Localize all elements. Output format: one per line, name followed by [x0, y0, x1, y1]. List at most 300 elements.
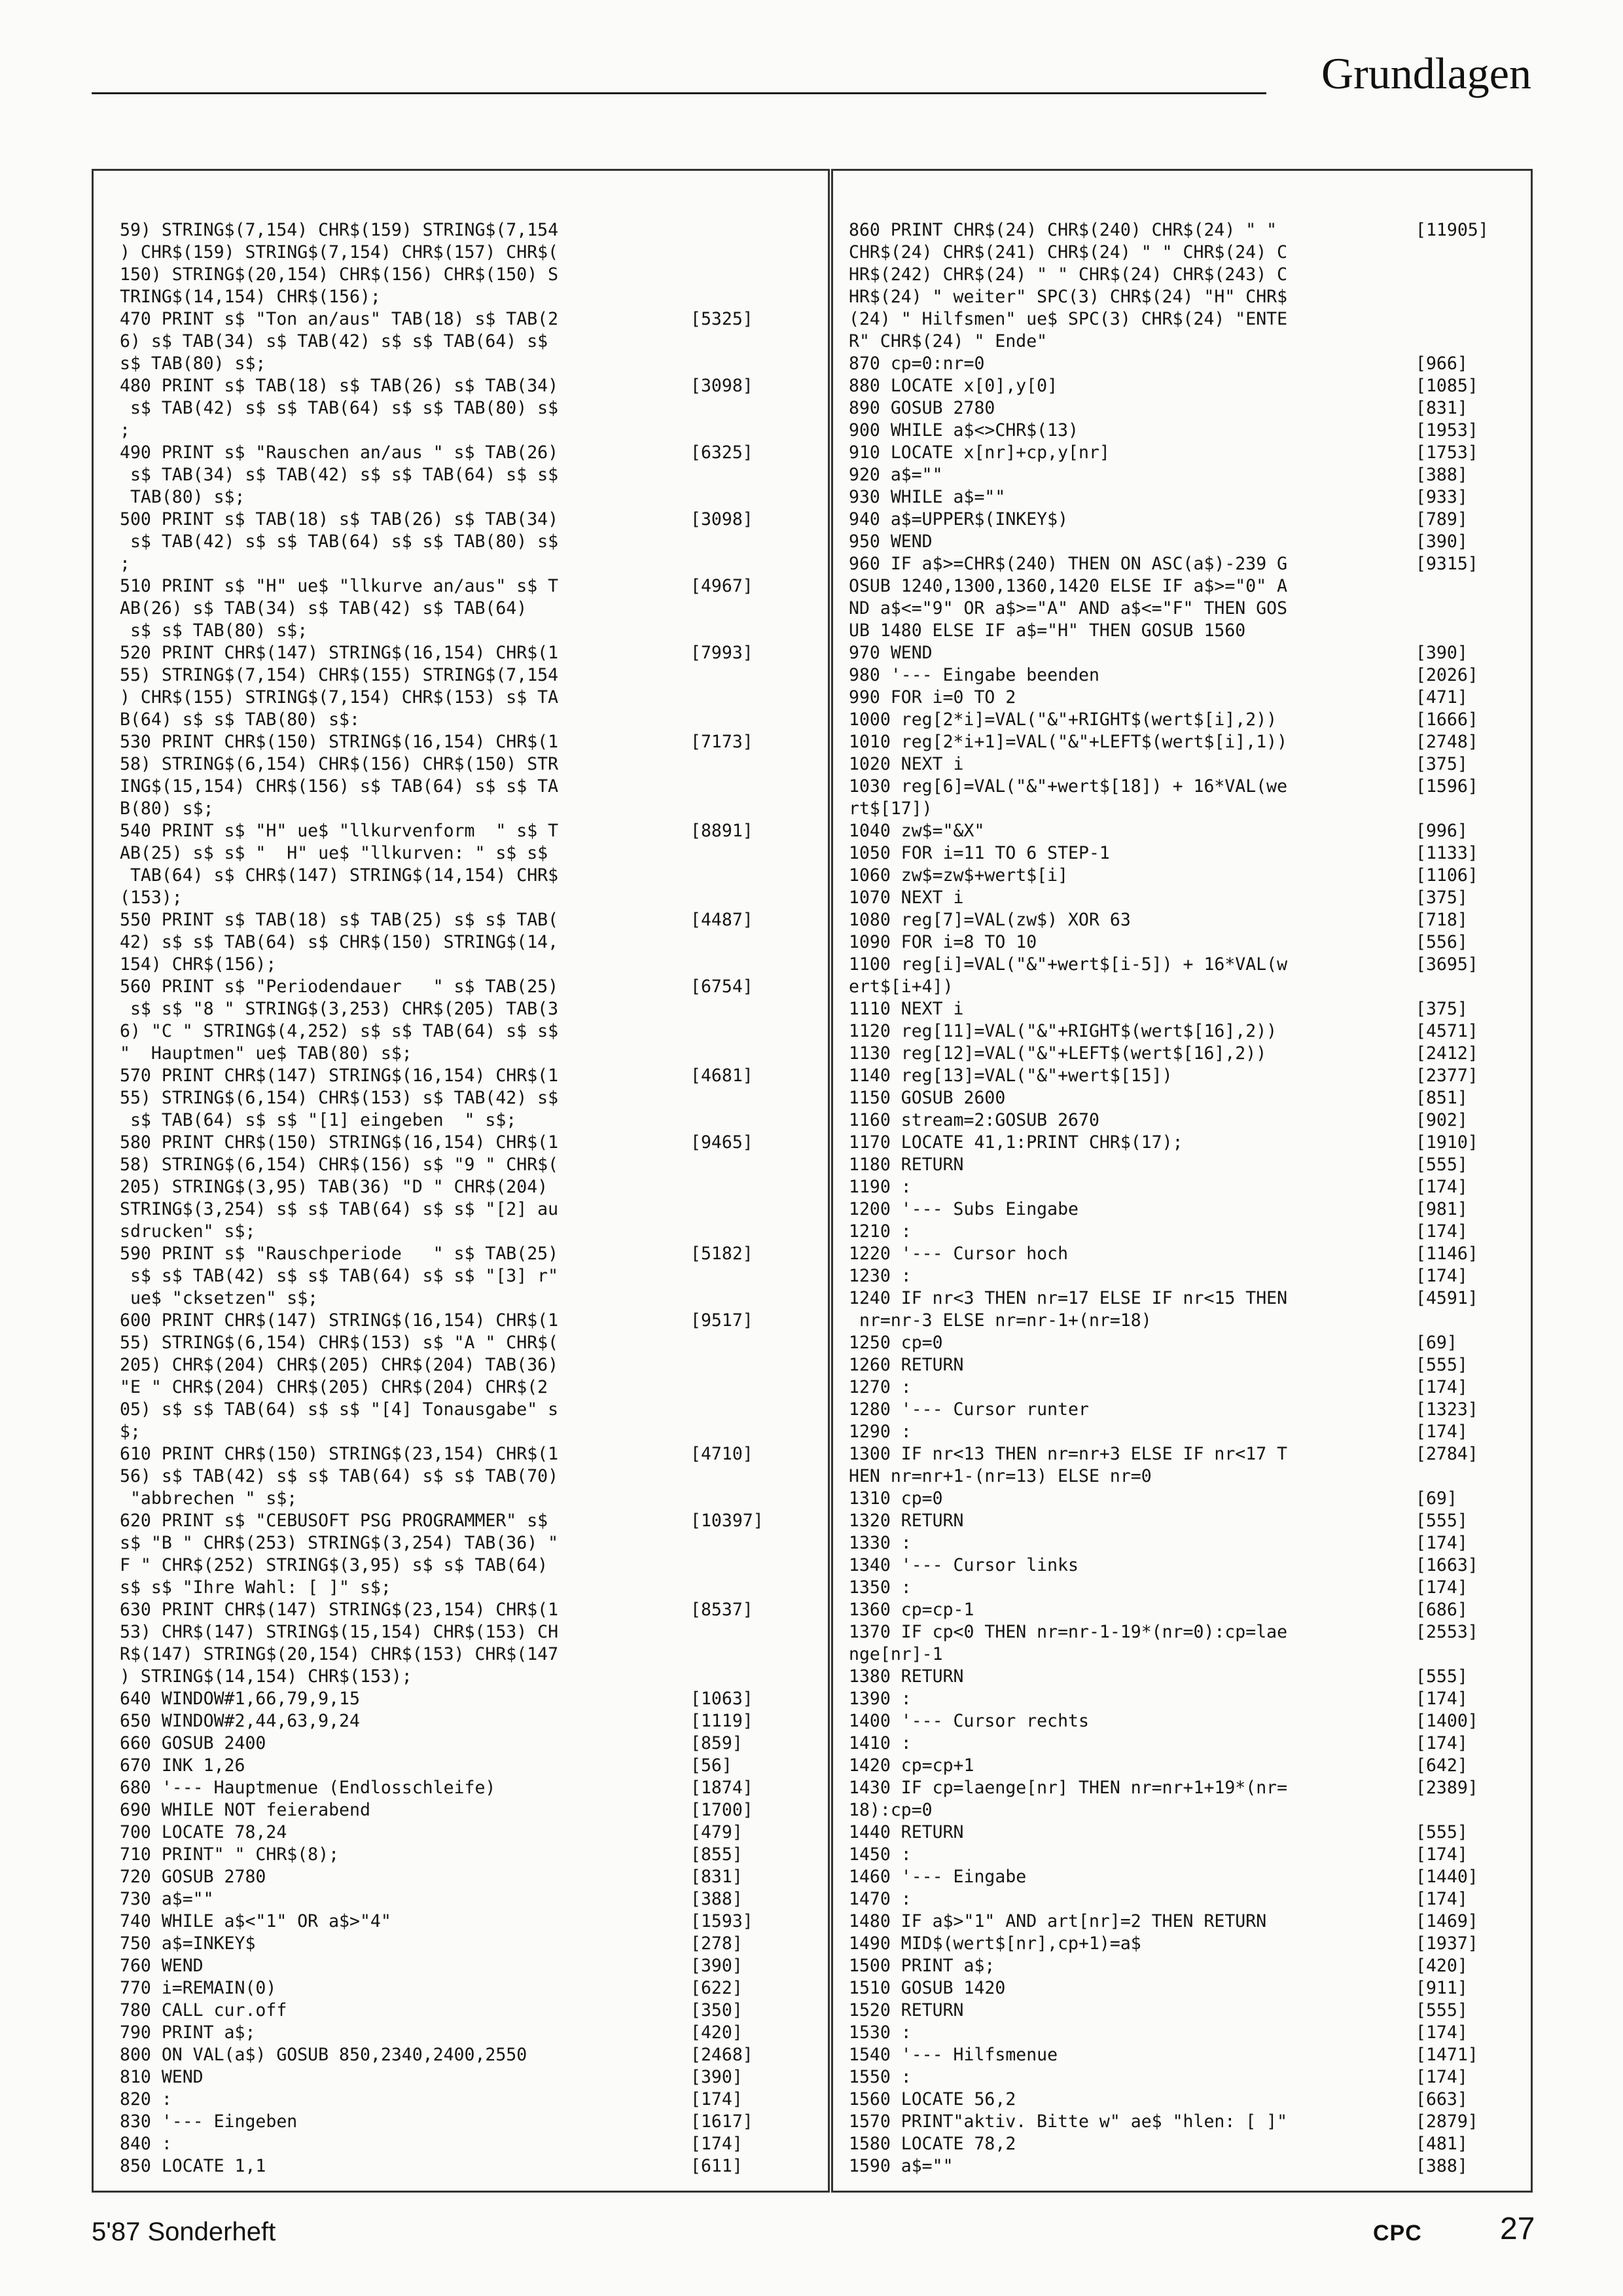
code-line	[833, 842, 1531, 865]
checksum: [1471]	[1416, 2045, 1478, 2065]
code-line	[94, 820, 828, 842]
code-text: 205) STRING$(3,95) TAB(36) "D " CHR$(204)	[120, 1177, 548, 1197]
checksum: [7993]	[690, 643, 753, 663]
checksum: [996]	[1416, 821, 1468, 841]
code-line	[833, 798, 1531, 820]
code-text: "E " CHR$(204) CHR$(205) CHR$(204) CHR$(2	[120, 1377, 548, 1397]
code-text: 1270 :	[849, 1377, 912, 1397]
code-text: 1040 zw$="&X"	[849, 821, 985, 841]
checksum: [6325]	[690, 442, 753, 463]
code-text: 1190 :	[849, 1177, 912, 1197]
checksum: [390]	[690, 1956, 743, 1976]
code-line	[833, 1510, 1531, 1532]
checksum: [479]	[690, 1822, 743, 1842]
checksum: [933]	[1416, 487, 1468, 507]
code-line	[833, 1888, 1531, 1910]
code-text: 840 :	[120, 2134, 172, 2154]
checksum: [1666]	[1416, 709, 1478, 730]
code-line	[833, 1020, 1531, 1043]
code-text: 750 a$=INKEY$	[120, 1933, 256, 1954]
code-text: STRING$(3,254) s$ s$ TAB(64) s$ s$ "[2] au	[120, 1199, 559, 1219]
code-line	[94, 1554, 828, 1577]
code-text: UB 1480 ELSE IF a$="H" THEN GOSUB 1560	[849, 620, 1246, 641]
checksum: [1753]	[1416, 442, 1478, 463]
footer-brand-logo: CPC	[1373, 2221, 1422, 2246]
code-line	[833, 575, 1531, 598]
code-text: 880 LOCATE x[0],y[0]	[849, 376, 1058, 396]
checksum: [2784]	[1416, 1444, 1478, 1464]
checksum: [278]	[690, 1933, 743, 1954]
code-text: ue$ "cksetzen" s$;	[120, 1288, 319, 1308]
checksum: [855]	[690, 1844, 743, 1865]
code-text: ) STRING$(14,154) CHR$(153);	[120, 1666, 412, 1687]
code-text: 930 WHILE a$=""	[849, 487, 1006, 507]
code-text: 1000 reg[2*i]=VAL("&"+RIGHT$(wert$[i],2))	[849, 709, 1277, 730]
checksum: [2026]	[1416, 665, 1478, 685]
code-line	[833, 1132, 1531, 1154]
code-line	[833, 598, 1531, 620]
code-text: 59) STRING$(7,154) CHR$(159) STRING$(7,154	[120, 220, 559, 240]
code-line	[94, 1176, 828, 1198]
code-text: sdrucken" s$;	[120, 1221, 256, 1242]
code-line	[833, 242, 1531, 264]
checksum: [174]	[1416, 1533, 1468, 1553]
code-line	[94, 1532, 828, 1554]
code-line	[94, 2155, 828, 2178]
code-text: 6) s$ TAB(34) s$ TAB(42) s$ s$ TAB(64) s$	[120, 331, 548, 351]
code-line	[833, 331, 1531, 353]
checksum: [3098]	[690, 376, 753, 396]
checksum: [390]	[690, 2067, 743, 2087]
code-text: 680 '--- Hauptmenue (Endlosschleife)	[120, 1778, 496, 1798]
code-text: 56) s$ TAB(42) s$ s$ TAB(64) s$ s$ TAB(70)	[120, 1466, 559, 1486]
code-line	[94, 1020, 828, 1043]
code-line	[94, 998, 828, 1020]
code-text: 150) STRING$(20,154) CHR$(156) CHR$(150) S	[120, 264, 559, 285]
code-line	[94, 1577, 828, 1599]
code-line	[94, 331, 828, 353]
code-line	[833, 2133, 1531, 2155]
code-text: 154) CHR$(156);	[120, 954, 277, 975]
code-line	[833, 1532, 1531, 1554]
code-line	[94, 2000, 828, 2022]
code-text: 1350 :	[849, 1577, 912, 1598]
code-line	[833, 931, 1531, 954]
code-line	[833, 264, 1531, 286]
checksum: [2468]	[690, 2045, 753, 2065]
code-line	[94, 1821, 828, 1844]
code-text: B(80) s$;	[120, 798, 214, 819]
code-text: 500 PRINT s$ TAB(18) s$ TAB(26) s$ TAB(34)	[120, 509, 559, 529]
checksum: [5325]	[690, 309, 753, 329]
checksum: [8537]	[690, 1600, 753, 1620]
code-text: 1290 :	[849, 1422, 912, 1442]
checksum: [831]	[1416, 398, 1468, 418]
code-line	[94, 1910, 828, 1933]
code-text: R" CHR$(24) " Ende"	[849, 331, 1048, 351]
checksum: [4571]	[1416, 1021, 1478, 1041]
checksum: [6754]	[690, 977, 753, 997]
code-text: 05) s$ s$ TAB(64) s$ s$ "[4] Tonausgabe" s	[120, 1399, 559, 1420]
code-line	[94, 620, 828, 642]
code-line	[833, 1243, 1531, 1265]
checksum: [2748]	[1416, 732, 1478, 752]
code-text: 550 PRINT s$ TAB(18) s$ TAB(25) s$ s$ TAB(	[120, 910, 559, 930]
code-text: ) CHR$(155) STRING$(7,154) CHR$(153) s$ TA	[120, 687, 559, 708]
code-line	[833, 1087, 1531, 1109]
code-text: 490 PRINT s$ "Rauschen an/aus " s$ TAB(26)	[120, 442, 559, 463]
code-text: 1250 cp=0	[849, 1333, 943, 1353]
checksum: [555]	[1416, 1666, 1468, 1687]
checksum: [2879]	[1416, 2111, 1478, 2132]
code-line	[833, 1688, 1531, 1710]
code-line	[833, 887, 1531, 909]
code-text: 1420 cp=cp+1	[849, 1755, 974, 1776]
code-line	[94, 1243, 828, 1265]
code-text: 1230 :	[849, 1266, 912, 1286]
code-line	[94, 1287, 828, 1310]
code-text: 820 :	[120, 2089, 172, 2109]
code-text: 1400 '--- Cursor rechts	[849, 1711, 1089, 1731]
checksum: [174]	[1416, 1177, 1468, 1197]
checksum: [1085]	[1416, 376, 1478, 396]
code-text: 1580 LOCATE 78,2	[849, 2134, 1016, 2154]
code-line	[94, 1666, 828, 1688]
code-text: B(64) s$ s$ TAB(80) s$:	[120, 709, 360, 730]
code-text: 530 PRINT CHR$(150) STRING$(16,154) CHR$(1	[120, 732, 559, 752]
code-text: 1280 '--- Cursor runter	[849, 1399, 1089, 1420]
code-text: F " CHR$(252) STRING$(3,95) s$ s$ TAB(64)	[120, 1555, 548, 1575]
code-line	[833, 1910, 1531, 1933]
code-text: 510 PRINT s$ "H" ue$ "llkurve an/aus" s$ T	[120, 576, 559, 596]
code-line	[94, 1599, 828, 1621]
code-line	[833, 1666, 1531, 1688]
code-line	[94, 286, 828, 308]
code-line	[94, 776, 828, 798]
checksum: [555]	[1416, 2000, 1468, 2020]
code-text: nr=nr-3 ELSE nr=nr-1+(nr=18)	[849, 1310, 1152, 1331]
checksum: [1700]	[690, 1800, 753, 1820]
code-line	[833, 2000, 1531, 2022]
code-line	[833, 731, 1531, 753]
checksum: [2377]	[1416, 1066, 1478, 1086]
checksum: [8891]	[690, 821, 753, 841]
code-line	[94, 865, 828, 887]
code-line	[94, 1799, 828, 1821]
code-line	[833, 709, 1531, 731]
code-line	[94, 353, 828, 375]
code-line	[94, 731, 828, 753]
code-line	[94, 2044, 828, 2066]
checksum: [5182]	[690, 1244, 753, 1264]
code-line	[94, 1621, 828, 1643]
code-text: 790 PRINT a$;	[120, 2022, 256, 2043]
code-text: (24) " Hilfsmen" ue$ SPC(3) CHR$(24) "ENTE	[849, 309, 1288, 329]
checksum: [555]	[1416, 1822, 1468, 1842]
checksum: [622]	[690, 1978, 743, 1998]
code-line	[833, 1599, 1531, 1621]
code-line	[833, 1844, 1531, 1866]
code-text: 1120 reg[11]=VAL("&"+RIGHT$(wert$[16],2))	[849, 1021, 1277, 1041]
code-text: 1490 MID$(wert$[nr],cp+1)=a$	[849, 1933, 1141, 1954]
code-text: 980 '--- Eingabe beenden	[849, 665, 1099, 685]
code-line	[94, 2022, 828, 2044]
code-line	[833, 976, 1531, 998]
code-line	[94, 486, 828, 509]
code-text: 1530 :	[849, 2022, 912, 2043]
code-line	[833, 1065, 1531, 1087]
code-line	[833, 420, 1531, 442]
checksum: [481]	[1416, 2134, 1468, 2154]
code-line	[833, 1198, 1531, 1221]
code-text: 1070 NEXT i	[849, 888, 964, 908]
code-line	[833, 664, 1531, 687]
code-line	[833, 553, 1531, 575]
checksum: [1469]	[1416, 1911, 1478, 1931]
code-text: 600 PRINT CHR$(147) STRING$(16,154) CHR$(1	[120, 1310, 559, 1331]
code-text: 1500 PRINT a$;	[849, 1956, 995, 1976]
checksum: [174]	[690, 2134, 743, 2154]
checksum: [390]	[1416, 643, 1468, 663]
checksum: [388]	[1416, 465, 1468, 485]
code-line	[94, 709, 828, 731]
code-line	[833, 998, 1531, 1020]
code-line	[94, 954, 828, 976]
code-text: 770 i=REMAIN(0)	[120, 1978, 277, 1998]
code-line	[94, 531, 828, 553]
code-text: HEN nr=nr+1-(nr=13) ELSE nr=0	[849, 1466, 1152, 1486]
checksum: [1663]	[1416, 1555, 1478, 1575]
code-line	[94, 687, 828, 709]
code-text: 1140 reg[13]=VAL("&"+wert$[15])	[849, 1066, 1173, 1086]
code-text: 570 PRINT CHR$(147) STRING$(16,154) CHR$(1	[120, 1066, 559, 1086]
checksum: [174]	[1416, 1689, 1468, 1709]
code-line	[833, 219, 1531, 242]
checksum: [174]	[1416, 2022, 1468, 2043]
code-line	[94, 664, 828, 687]
code-line	[833, 753, 1531, 776]
checksum: [174]	[1416, 1733, 1468, 1753]
code-line	[833, 820, 1531, 842]
code-line	[94, 1732, 828, 1755]
code-text: s$ s$ "8 " STRING$(3,253) CHR$(205) TAB(3	[120, 999, 559, 1019]
code-line	[833, 1465, 1531, 1488]
code-text: 960 IF a$>=CHR$(240) THEN ON ASC(a$)-239 G	[849, 554, 1288, 574]
checksum: [1953]	[1416, 420, 1478, 440]
checksum: [375]	[1416, 754, 1468, 774]
checksum: [4487]	[690, 910, 753, 930]
code-text: 1080 reg[7]=VAL(zw$) XOR 63	[849, 910, 1131, 930]
code-text: s$ s$ TAB(80) s$;	[120, 620, 308, 641]
code-text: s$ s$ TAB(42) s$ s$ TAB(64) s$ s$ "[3] r"	[120, 1266, 559, 1286]
code-text: CHR$(24) CHR$(241) CHR$(24) " " CHR$(24) C	[849, 242, 1288, 262]
code-text: 560 PRINT s$ "Periodendauer " s$ TAB(25)	[120, 977, 559, 997]
checksum: [9465]	[690, 1132, 753, 1153]
code-line	[94, 1844, 828, 1866]
checksum: [1874]	[690, 1778, 753, 1798]
code-text: 640 WINDOW#1,66,79,9,15	[120, 1689, 360, 1709]
code-line	[94, 242, 828, 264]
code-line	[833, 1376, 1531, 1399]
checksum: [686]	[1416, 1600, 1468, 1620]
code-line	[94, 1198, 828, 1221]
code-text: 1090 FOR i=8 TO 10	[849, 932, 1037, 952]
checksum: [11905]	[1416, 220, 1489, 240]
code-text: 1520 RETURN	[849, 2000, 964, 2020]
checksum: [1133]	[1416, 843, 1478, 863]
code-line	[833, 1732, 1531, 1755]
code-line	[94, 1710, 828, 1732]
code-text: 1300 IF nr<13 THEN nr=nr+3 ELSE IF nr<17 T	[849, 1444, 1288, 1464]
code-line	[833, 1332, 1531, 1354]
code-line	[833, 397, 1531, 420]
code-text: 1260 RETURN	[849, 1355, 964, 1375]
code-line	[94, 1866, 828, 1888]
code-text: 630 PRINT CHR$(147) STRING$(23,154) CHR$(1	[120, 1600, 559, 1620]
code-text: 1030 reg[6]=VAL("&"+wert$[18]) + 16*VAL(we	[849, 776, 1288, 797]
footer-issue: 5'87 Sonderheft	[92, 2217, 276, 2246]
code-line	[833, 1221, 1531, 1243]
code-text: ND a$<="9" OR a$>="A" AND a$<="F" THEN GOS	[849, 598, 1288, 619]
code-text: TRING$(14,154) CHR$(156);	[120, 287, 381, 307]
code-text: 970 WEND	[849, 643, 933, 663]
code-text: 780 CALL cur.off	[120, 2000, 287, 2020]
checksum: [4591]	[1416, 1288, 1478, 1308]
checksum: [4710]	[690, 1444, 753, 1464]
code-text: 42) s$ s$ TAB(64) s$ CHR$(150) STRING$(14,	[120, 932, 559, 952]
code-text: 670 INK 1,26	[120, 1755, 245, 1776]
code-text: 940 a$=UPPER$(INKEY$)	[849, 509, 1069, 529]
code-text: s$ TAB(80) s$;	[120, 353, 266, 374]
checksum: [663]	[1416, 2089, 1468, 2109]
checksum: [1146]	[1416, 1244, 1478, 1264]
code-text: "abbrechen " s$;	[120, 1488, 298, 1509]
code-text: 730 a$=""	[120, 1889, 214, 1909]
code-line	[833, 2155, 1531, 2178]
code-line	[94, 598, 828, 620]
checksum: [69]	[1416, 1488, 1457, 1509]
code-text: 1170 LOCATE 41,1:PRINT CHR$(17);	[849, 1132, 1183, 1153]
code-line	[94, 1688, 828, 1710]
code-text: 1460 '--- Eingabe	[849, 1867, 1027, 1887]
code-line	[833, 1554, 1531, 1577]
code-text: 690 WHILE NOT feierabend	[120, 1800, 370, 1820]
code-line	[833, 1265, 1531, 1287]
code-text: ert$[i+4])	[849, 977, 954, 997]
checksum: [471]	[1416, 687, 1468, 708]
checksum: [1323]	[1416, 1399, 1478, 1420]
code-line	[94, 219, 828, 242]
listing-column-right	[831, 169, 1533, 2193]
code-line	[833, 1399, 1531, 1421]
code-line	[94, 1087, 828, 1109]
code-text: 910 LOCATE x[nr]+cp,y[nr]	[849, 442, 1110, 463]
code-line	[94, 1421, 828, 1443]
code-text: ;	[120, 420, 130, 440]
code-text: OSUB 1240,1300,1360,1420 ELSE IF a$>="0" A	[849, 576, 1288, 596]
code-line	[833, 1043, 1531, 1065]
checksum: [4967]	[690, 576, 753, 596]
checksum: [1593]	[690, 1911, 753, 1931]
code-line	[833, 1621, 1531, 1643]
code-line	[833, 1287, 1531, 1310]
code-text: 610 PRINT CHR$(150) STRING$(23,154) CHR$(1	[120, 1444, 559, 1464]
code-text: 55) STRING$(6,154) CHR$(153) s$ "A " CHR$(	[120, 1333, 559, 1353]
code-line	[833, 776, 1531, 798]
code-line	[833, 1176, 1531, 1198]
code-line	[94, 264, 828, 286]
checksum: [2389]	[1416, 1778, 1478, 1798]
code-text: 55) STRING$(7,154) CHR$(155) STRING$(7,154	[120, 665, 559, 685]
checksum: [642]	[1416, 1755, 1468, 1776]
checksum: [10397]	[690, 1511, 764, 1531]
code-line	[94, 642, 828, 664]
checksum: [1440]	[1416, 1867, 1478, 1887]
checksum: [981]	[1416, 1199, 1468, 1219]
code-text: 850 LOCATE 1,1	[120, 2156, 266, 2176]
code-line	[94, 1065, 828, 1087]
code-text: 1060 zw$=zw$+wert$[i]	[849, 865, 1069, 886]
code-line	[833, 375, 1531, 397]
checksum: [174]	[1416, 2067, 1468, 2087]
code-text: 920 a$=""	[849, 465, 943, 485]
code-line	[833, 2022, 1531, 2044]
code-line	[94, 2133, 828, 2155]
checksum: [7173]	[690, 732, 753, 752]
code-text: 1590 a$=""	[849, 2156, 954, 2176]
code-text: 580 PRINT CHR$(150) STRING$(16,154) CHR$(1	[120, 1132, 559, 1153]
checksum: [174]	[1416, 1577, 1468, 1598]
checksum: [174]	[690, 2089, 743, 2109]
code-line	[94, 1043, 828, 1065]
code-line	[833, 1488, 1531, 1510]
code-text: 1220 '--- Cursor hoch	[849, 1244, 1069, 1264]
code-line	[94, 1955, 828, 1977]
code-text: 1450 :	[849, 1844, 912, 1865]
code-line	[94, 1443, 828, 1465]
code-text: 1430 IF cp=laenge[nr] THEN nr=nr+1+19*(nr=	[849, 1778, 1288, 1798]
code-text: 890 GOSUB 2780	[849, 398, 995, 418]
code-text: 1020 NEXT i	[849, 754, 964, 774]
code-text: 1100 reg[i]=VAL("&"+wert$[i-5]) + 16*VAL(w	[849, 954, 1288, 975]
code-line	[94, 842, 828, 865]
checksum: [851]	[1416, 1088, 1468, 1108]
code-text: 950 WEND	[849, 531, 933, 552]
code-line	[94, 1488, 828, 1510]
code-line	[833, 1799, 1531, 1821]
code-line	[833, 2111, 1531, 2133]
code-text: 810 WEND	[120, 2067, 204, 2087]
code-line	[833, 865, 1531, 887]
code-text: ING$(15,154) CHR$(156) s$ TAB(64) s$ s$ TA	[120, 776, 559, 797]
code-text: AB(25) s$ s$ " H" ue$ "llkurven: " s$ s$	[120, 843, 548, 863]
code-text: 620 PRINT s$ "CEBUSOFT PSG PROGRAMMER" s$	[120, 1511, 548, 1531]
code-line	[94, 1310, 828, 1332]
code-line	[833, 1310, 1531, 1332]
code-text: 6) "C " STRING$(4,252) s$ s$ TAB(64) s$ s$	[120, 1021, 559, 1041]
code-text: 900 WHILE a$<>CHR$(13)	[849, 420, 1079, 440]
listing-column-left	[92, 169, 830, 2193]
code-text: 1390 :	[849, 1689, 912, 1709]
code-line	[833, 1421, 1531, 1443]
checksum: [1910]	[1416, 1132, 1478, 1153]
code-text: 1180 RETURN	[849, 1155, 964, 1175]
code-line	[833, 1443, 1531, 1465]
code-text: AB(26) s$ TAB(34) s$ TAB(42) s$ TAB(64)	[120, 598, 527, 619]
code-line	[833, 642, 1531, 664]
checksum: [3695]	[1416, 954, 1478, 975]
code-text: " Hauptmen" ue$ TAB(80) s$;	[120, 1043, 412, 1064]
